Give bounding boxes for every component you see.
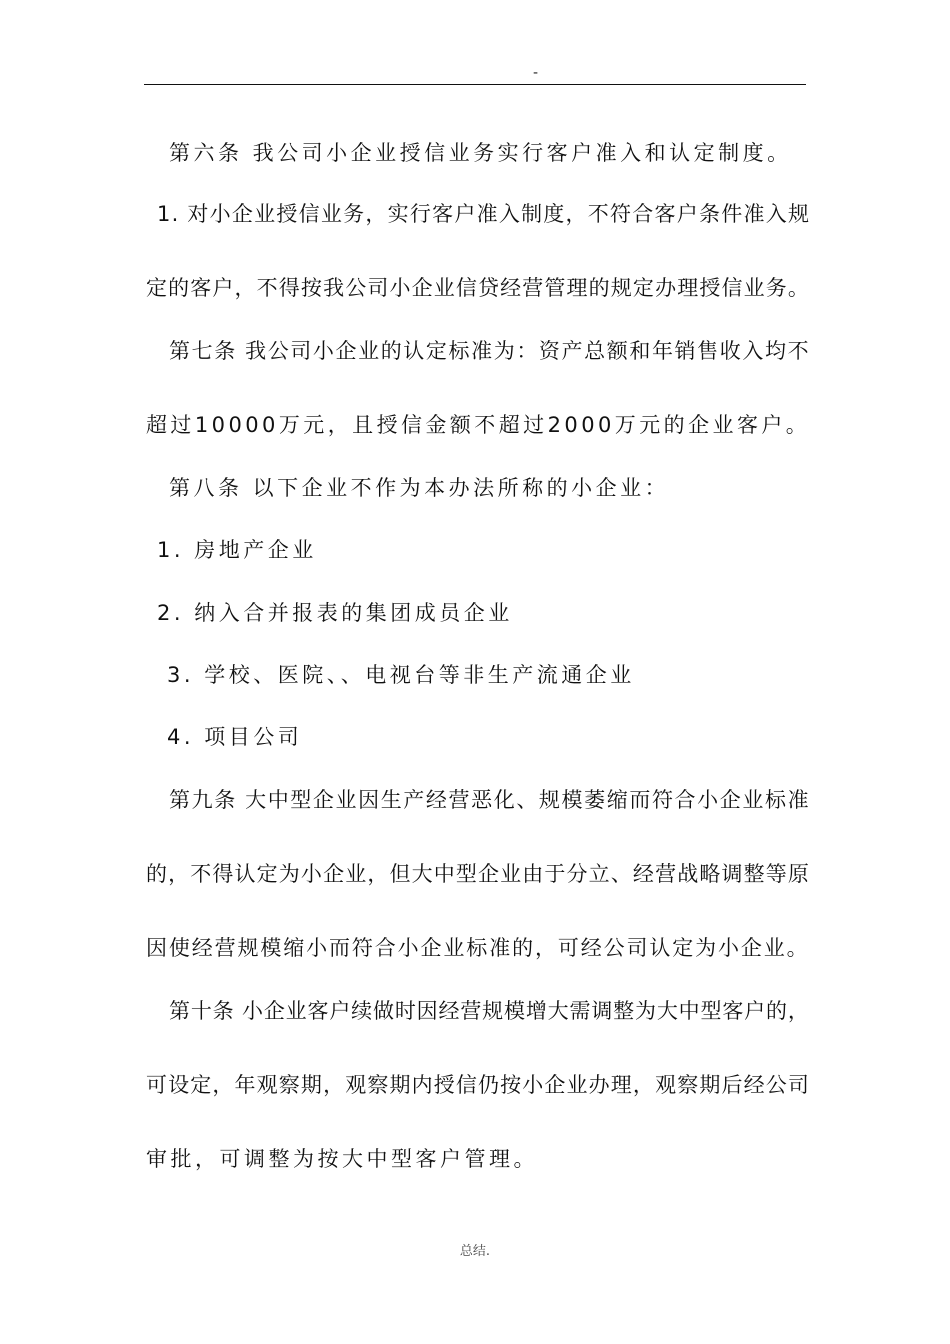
article-8-title: 第八条 以下企业不作为本办法所称的小企业：: [169, 476, 670, 500]
article-6-item-1-line-2: 定的客户，不得按我公司小企业信贷经营管理的规定办理授信业务。: [146, 276, 810, 300]
page-footer: 总结.: [459, 1244, 491, 1259]
article-9-line-1: 第九条 大中型企业因生产经营恶化、规模萎缩而符合小企业标准: [169, 788, 811, 812]
article-8-item-4: 4. 项目公司: [167, 725, 303, 749]
article-7-line-1: 第七条 我公司小企业的认定标准为：资产总额和年销售收入均不: [169, 339, 811, 363]
article-9-line-2: 的，不得认定为小企业，但大中型企业由于分立、经营战略调整等原: [146, 862, 810, 886]
article-10-line-3: 审批，可调整为按大中型客户管理。: [146, 1147, 538, 1171]
article-10-line-1: 第十条 小企业客户续做时因经营规模增大需调整为大中型客户的，: [169, 999, 810, 1023]
article-8-item-1: 1. 房地产企业: [157, 538, 317, 562]
article-8-item-3: 3. 学校、医院、、电视台等非生产流通企业: [167, 663, 635, 687]
article-6-title: 第六条 我公司小企业授信业务实行客户准入和认定制度。: [169, 141, 792, 165]
header-rule: [144, 84, 806, 85]
article-9-line-3: 因使经营规模缩小而符合小企业标准的，可经公司认定为小企业。: [146, 936, 810, 960]
article-10-line-2: 可设定，年观察期，观察期内授信仍按小企业办理，观察期后经公司: [146, 1073, 810, 1097]
header-mark: -: [533, 65, 539, 81]
article-8-item-2: 2. 纳入合并报表的集团成员企业: [157, 601, 513, 625]
article-7-line-2: 超过10000万元，且授信金额不超过2000万元的企业客户。: [146, 413, 811, 437]
article-6-item-1-line-1: 1. 对小企业授信业务，实行客户准入制度，不符合客户条件准入规: [157, 202, 811, 226]
